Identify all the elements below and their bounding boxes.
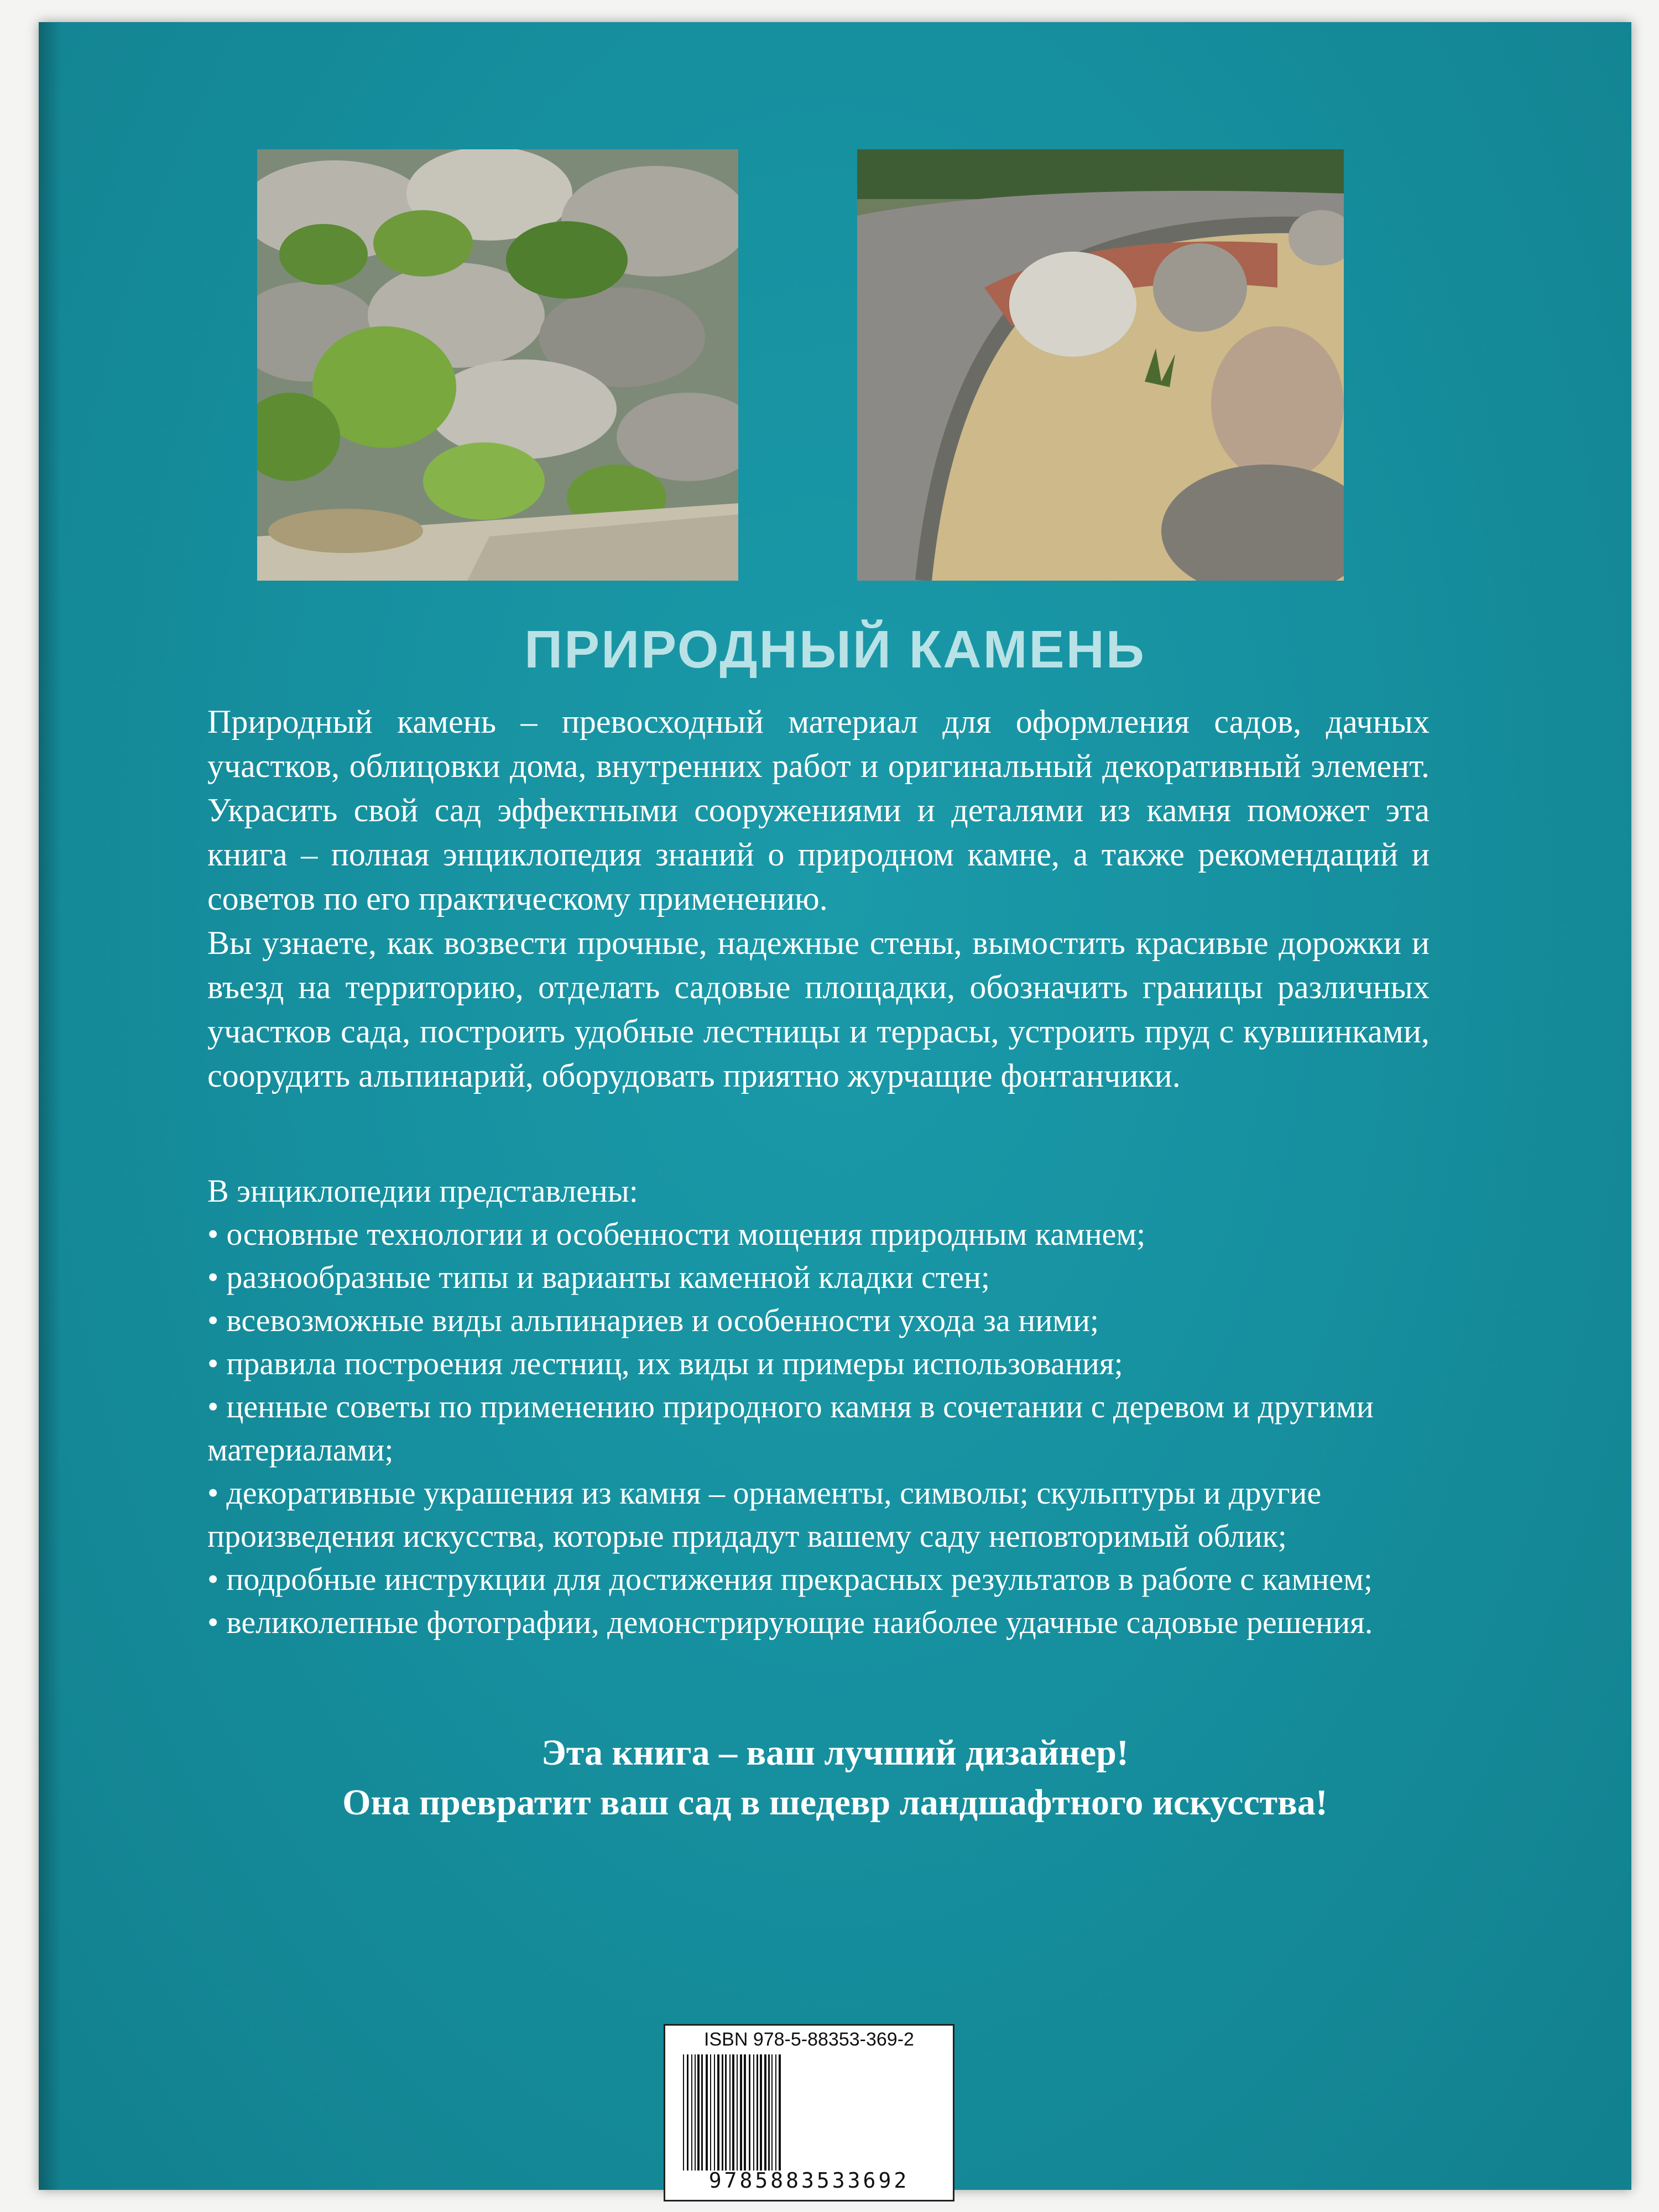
slogan-line: Она превратит ваш сад в шедевр ландшафтного искусства!	[342, 1782, 1328, 1823]
list-item-text: подробные инструкции для достижения прекрасных результатов в работе с камнем;	[226, 1561, 1373, 1597]
barcode-bar	[697, 2054, 700, 2171]
barcode-bar	[729, 2054, 731, 2171]
list-item-text: ценные советы по применению природного камня в сочетании с деревом и другими материалами;	[207, 1389, 1374, 1468]
photo-stone-wall	[257, 149, 738, 581]
barcode-bar	[701, 2054, 703, 2171]
bullet-icon: •	[207, 1604, 219, 1640]
list-item	[207, 1256, 1457, 1299]
contents-list-intro: В энциклопедии представлены:	[207, 1173, 638, 1209]
description-paragraph: Природный камень – превосходный материал для оформления садов, дачных участков, облицовки дома, внутренних работ и оригинальный декоративный элемент. Украсить свой сад эффектными сооружениями и деталями из камня поможет эта книга – полная энциклопедия знаний о природном камне, а также рекомендаций и советов по его практическому применению.	[207, 703, 1430, 917]
barcode-bar	[695, 2054, 696, 2171]
photo-gravel-garden	[857, 149, 1344, 581]
bullet-icon: •	[207, 1216, 219, 1252]
barcode-bar	[706, 2054, 708, 2171]
list-item	[207, 1601, 1457, 1644]
bullet-icon: •	[207, 1561, 219, 1597]
list-item	[207, 1472, 1457, 1558]
barcode-bar	[764, 2054, 766, 2171]
list-item-text: декоративные украшения из камня – орнаменты, символы; скульптуры и другие произведения искусства, которые придадут вашему саду неповторимый облик;	[207, 1475, 1322, 1554]
barcode-bar	[753, 2054, 754, 2171]
bullet-icon: •	[207, 1475, 219, 1511]
list-item	[207, 1299, 1457, 1342]
barcode-bar	[760, 2054, 762, 2171]
bullet-icon: •	[207, 1389, 219, 1425]
barcode-bar	[749, 2054, 750, 2171]
list-item	[207, 1385, 1457, 1472]
list-item	[207, 1558, 1457, 1601]
list-item	[207, 1213, 1457, 1256]
book-title: ПРИРОДНЫЙ КАМЕНЬ	[524, 620, 1146, 679]
barcode-bar	[744, 2054, 746, 2171]
barcode-bar	[732, 2054, 734, 2171]
list-item-text: основные технологии и особенности мощения природным камнем;	[226, 1216, 1146, 1252]
isbn-barcode	[664, 2024, 954, 2201]
book-back-cover	[39, 22, 1631, 2193]
bullet-icon: •	[207, 1302, 219, 1338]
slogan-line: Эта книга – ваш лучший дизайнер!	[541, 1733, 1129, 1773]
barcode-bar	[779, 2054, 781, 2171]
contents-list-block	[207, 1170, 1457, 1644]
barcode-bar	[714, 2054, 715, 2171]
barcode-bar	[771, 2054, 773, 2171]
bullet-icon: •	[207, 1345, 219, 1381]
barcode-bar	[768, 2054, 770, 2171]
barcode-bars	[681, 2054, 937, 2171]
barcode-bar	[683, 2054, 684, 2171]
barcode-bar	[757, 2054, 758, 2171]
list-item-text: великолепные фотографии, демонстрирующие наиболее удачные садовые решения.	[226, 1604, 1373, 1640]
barcode-bar	[691, 2054, 692, 2171]
isbn-label: ISBN 978-5-88353-369-2	[704, 2029, 914, 2050]
list-item-text: правила построения лестниц, их виды и примеры использования;	[226, 1345, 1123, 1381]
description-paragraph: Вы узнаете, как возвести прочные, надежные стены, вымостить красивые дорожки и въезд на территорию, отделать садовые площадки, обозначить границы различных участков сада, построить удобные лестницы и террасы, устроить пруд с кувшинками, соорудить альпинарий, оборудовать приятно журчащие фонтанчики.	[207, 925, 1430, 1094]
slogan	[39, 1728, 1631, 1828]
barcode-digits: 9785883533692	[708, 2168, 910, 2193]
barcode-bar	[775, 2054, 776, 2171]
list-item	[207, 1342, 1457, 1385]
barcode-bar	[717, 2054, 719, 2171]
description-block	[207, 700, 1430, 1098]
barcode-bar	[710, 2054, 711, 2171]
contents-list	[207, 1213, 1457, 1644]
spine-shadow	[39, 22, 61, 2190]
list-item-text: разнообразные типы и варианты каменной кладки стен;	[226, 1259, 990, 1295]
barcode-bar	[722, 2054, 723, 2171]
barcode-bar	[737, 2054, 738, 2171]
barcode-bar	[687, 2054, 688, 2171]
gravel-garden-illustration	[857, 149, 1344, 581]
list-item-text: всевозможные виды альпинариев и особенности ухода за ними;	[226, 1302, 1099, 1338]
barcode-bar	[740, 2054, 742, 2171]
stone-wall-illustration	[257, 149, 738, 581]
barcode-bar	[725, 2054, 727, 2171]
bullet-icon: •	[207, 1259, 219, 1295]
